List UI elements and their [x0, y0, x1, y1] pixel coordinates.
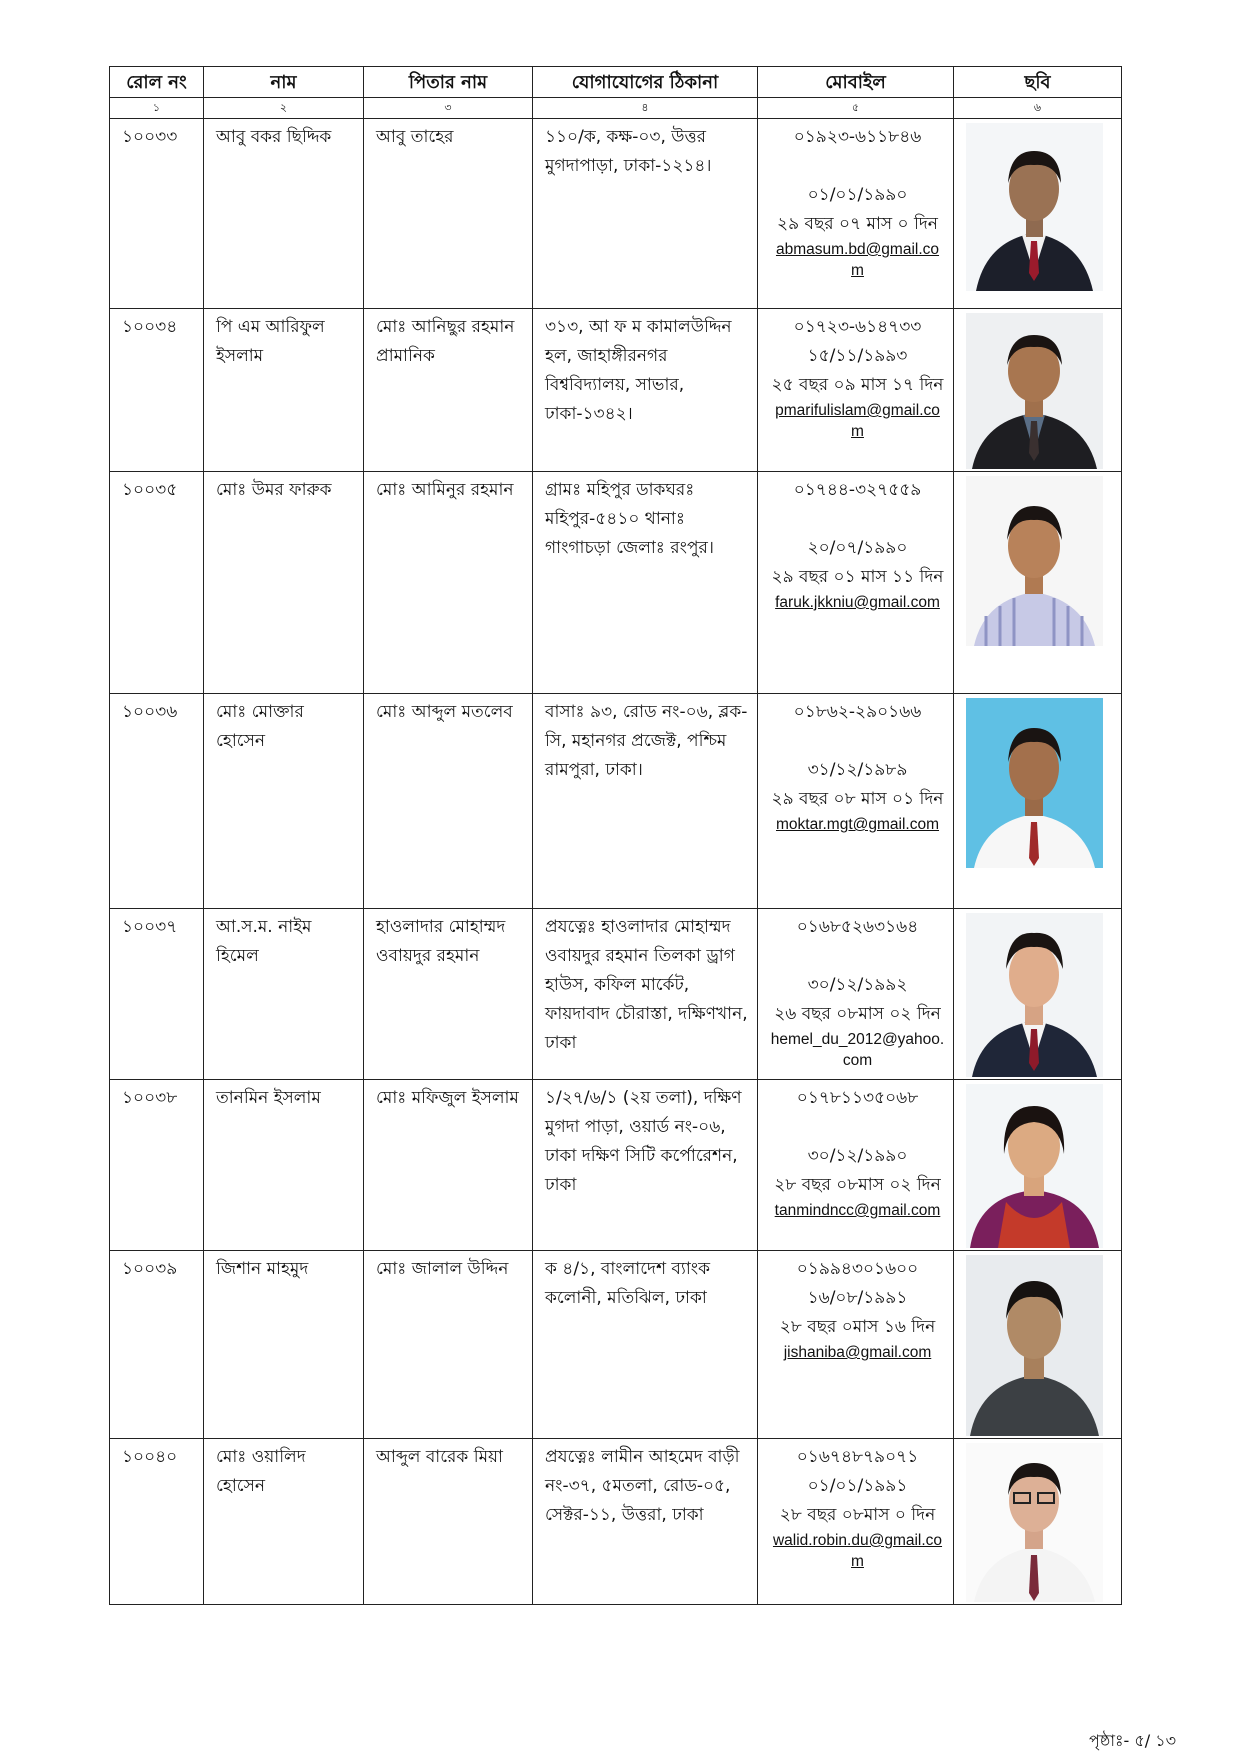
name-cell: মোঃ মোক্তার হোসেন [204, 694, 364, 909]
photo-cell [954, 1439, 1122, 1605]
table-row [110, 1251, 1122, 1439]
father-cell: আবু তাহের [364, 119, 533, 309]
table-row [110, 909, 1122, 1080]
header-name: নাম [204, 67, 364, 98]
column-number: ৬ [954, 98, 1122, 119]
roll-cell: ১০০৩৬ [110, 694, 204, 909]
contact-cell [758, 119, 954, 309]
contact-cell [758, 1080, 954, 1251]
email-link[interactable]: abmasum.bd@gmail.com [775, 241, 940, 279]
photo-cell [954, 119, 1122, 309]
name-cell: জিশান মাহমুদ [204, 1251, 364, 1439]
column-number: ৪ [533, 98, 758, 119]
email-link[interactable]: jishaniba@gmail.com [783, 1344, 932, 1361]
roll-cell: ১০০৪০ [110, 1439, 204, 1605]
age: ২৮ বছর ০৮মাস ০ দিন [779, 1505, 936, 1525]
mobile-number: ০১৮৬২-২৯০১৬৬ [793, 702, 922, 722]
contact-cell [758, 1439, 954, 1605]
header-photo: ছবি [954, 67, 1122, 98]
email-link[interactable]: moktar.mgt@gmail.com [775, 816, 940, 833]
email-link[interactable]: walid.robin.du@gmail.com [772, 1532, 943, 1570]
name-cell: পি এম আরিফুল ইসলাম [204, 309, 364, 472]
address-cell: ১/২৭/৬/১ (২য় তলা), দক্ষিণ মুগদা পাড়া, ওয়ার্ড নং-০৬, ঢাকা দক্ষিণ সিটি কর্পোরেশন, ঢাকা [533, 1080, 758, 1251]
header-row [110, 67, 1122, 98]
address-cell: প্রযত্নেঃ লামীন আহমেদ বাড়ী নং-৩৭, ৫মতলা, রোড-০৫, সেক্টর-১১, উত্তরা, ঢাকা [533, 1439, 758, 1605]
candidate-photo [966, 698, 1103, 868]
address-cell: প্রযত্নেঃ হাওলাদার মোহাম্মদ ওবায়দুর রহমান তিলকা ড্রাগ হাউস, কফিল মার্কেট, ফায়দাবাদ চৌরাস্তা, দক্ষিণখান, ঢাকা [533, 909, 758, 1080]
mobile-number: ০১৭৮১১৩৫০৬৮ [796, 1088, 919, 1108]
father-cell: মোঃ আমিনুর রহমান [364, 472, 533, 694]
name-cell: আ.স.ম. নাইম হিমেল [204, 909, 364, 1080]
father-cell: মোঃ আব্দুল মতলেব [364, 694, 533, 909]
address-cell: ক ৪/১, বাংলাদেশ ব্যাংক কলোনী, মতিঝিল, ঢাকা [533, 1251, 758, 1439]
table-row [110, 694, 1122, 909]
name-cell: আবু বকর ছিদ্দিক [204, 119, 364, 309]
name-cell: মোঃ ওয়ালিদ হোসেন [204, 1439, 364, 1605]
name-cell: তানমিন ইসলাম [204, 1080, 364, 1251]
candidate-photo [966, 913, 1103, 1077]
date-of-birth: ৩১/১২/১৯৮৯ [807, 760, 908, 780]
contact-cell [758, 309, 954, 472]
candidate-photo [966, 1084, 1103, 1248]
mobile-number: ০১৭৪৪-৩২৭৫৫৯ [793, 480, 922, 500]
candidate-photo [966, 476, 1103, 646]
email-link[interactable]: tanmindncc@gmail.com [774, 1202, 941, 1219]
photo-cell [954, 694, 1122, 909]
column-number: ৫ [758, 98, 954, 119]
date-of-birth: ৩০/১২/১৯৯২ [807, 975, 908, 995]
age: ২৯ বছর ০১ মাস ১১ দিন [771, 567, 944, 587]
header-father: পিতার নাম [364, 67, 533, 98]
contact-cell [758, 694, 954, 909]
candidate-photo [966, 1255, 1103, 1436]
roll-cell: ১০০৩৭ [110, 909, 204, 1080]
date-of-birth: ০১/০১/১৯৯০ [807, 185, 908, 205]
age: ২৮ বছর ০৮মাস ০২ দিন [774, 1175, 941, 1195]
email-link[interactable]: hemel_du_2012@yahoo.com [770, 1031, 945, 1069]
candidate-photo [966, 123, 1103, 291]
age: ২৮ বছর ০মাস ১৬ দিন [779, 1317, 936, 1337]
mobile-number: ০১৬৮৫২৬৩১৬৪ [796, 917, 919, 937]
candidate-photo [966, 1443, 1103, 1602]
mobile-number: ০১৭২৩-৬১৪৭৩৩ [793, 317, 922, 337]
table-row [110, 1439, 1122, 1605]
contact-cell [758, 472, 954, 694]
mobile-number: ০১৬৭৪৮৭৯০৭১ [796, 1447, 919, 1467]
address-cell: গ্রামঃ মহিপুর ডাকঘরঃ মহিপুর-৫৪১০ থানাঃ গাংগাচড়া জেলাঃ রংপুর। [533, 472, 758, 694]
age: ২৫ বছর ০৯ মাস ১৭ দিন [771, 375, 944, 395]
roll-cell: ১০০৩৮ [110, 1080, 204, 1251]
photo-cell [954, 1251, 1122, 1439]
date-of-birth: ২০/০৭/১৯৯০ [807, 538, 908, 558]
photo-cell [954, 909, 1122, 1080]
table-row [110, 472, 1122, 694]
age: ২৯ বছর ০৮ মাস ০১ দিন [771, 789, 944, 809]
father-cell: মোঃ জালাল উদ্দিন [364, 1251, 533, 1439]
date-of-birth: ১৬/০৮/১৯৯১ [807, 1288, 908, 1308]
table-row [110, 119, 1122, 309]
column-number: ৩ [364, 98, 533, 119]
header-mobile: মোবাইল [758, 67, 954, 98]
address-cell: বাসাঃ ৯৩, রোড নং-০৬, ব্লক-সি, মহানগর প্রজেক্ট, পশ্চিম রামপুরা, ঢাকা। [533, 694, 758, 909]
address-cell: ১১০/ক, কক্ষ-০৩, উত্তর মুগদাপাড়া, ঢাকা-১২১৪। [533, 119, 758, 309]
photo-cell [954, 472, 1122, 694]
age: ২৯ বছর ০৭ মাস ০ দিন [777, 214, 938, 234]
header-roll: রোল নং [110, 67, 204, 98]
date-of-birth: ৩০/১২/১৯৯০ [807, 1146, 908, 1166]
candidate-table [109, 66, 1122, 1605]
address-cell: ৩১৩, আ ফ ম কামালউদ্দিন হল, জাহাঙ্গীরনগর বিশ্ববিদ্যালয়, সাভার, ঢাকা-১৩৪২। [533, 309, 758, 472]
email-link[interactable]: pmarifulislam@gmail.com [775, 402, 940, 440]
father-cell: মোঃ আনিছুর রহমান প্রামানিক [364, 309, 533, 472]
date-of-birth: ০১/০১/১৯৯১ [807, 1476, 908, 1496]
name-cell: মোঃ উমর ফারুক [204, 472, 364, 694]
table-row [110, 1080, 1122, 1251]
column-number: ২ [204, 98, 364, 119]
father-cell: মোঃ মফিজুল ইসলাম [364, 1080, 533, 1251]
father-cell: আব্দুল বারেক মিয়া [364, 1439, 533, 1605]
photo-cell [954, 309, 1122, 472]
table-row [110, 309, 1122, 472]
age: ২৬ বছর ০৮মাস ০২ দিন [774, 1004, 941, 1024]
roll-cell: ১০০৩৩ [110, 119, 204, 309]
roll-cell: ১০০৩৪ [110, 309, 204, 472]
date-of-birth: ১৫/১১/১৯৯৩ [807, 346, 908, 366]
photo-cell [954, 1080, 1122, 1251]
email-link[interactable]: faruk.jkkniu@gmail.com [775, 594, 940, 611]
candidate-photo [966, 313, 1103, 469]
header-address: যোগাযোগের ঠিকানা [533, 67, 758, 98]
mobile-number: ০১৯৯৪৩০১৬০০ [796, 1259, 919, 1279]
contact-cell [758, 909, 954, 1080]
roll-cell: ১০০৩৯ [110, 1251, 204, 1439]
column-number: ১ [110, 98, 204, 119]
page-number: পৃষ্ঠাঃ- ৫/ ১৩ [1089, 1731, 1176, 1750]
contact-cell [758, 1251, 954, 1439]
father-cell: হাওলাদার মোহাম্মদ ওবায়দুর রহমান [364, 909, 533, 1080]
column-number-row [110, 98, 1122, 119]
mobile-number: ০১৯২৩-৬১১৮৪৬ [793, 127, 922, 147]
roll-cell: ১০০৩৫ [110, 472, 204, 694]
